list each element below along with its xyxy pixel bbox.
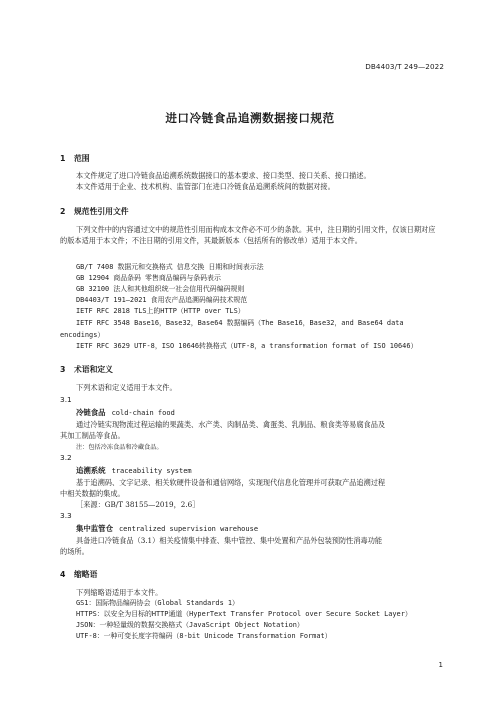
section-number: 2	[60, 207, 66, 216]
abbreviation-item: JSON：一种轻量级的数据交换格式（JavaScript Object Notation）	[76, 621, 304, 629]
section-number: 4	[60, 570, 66, 579]
page-number: 1	[438, 661, 443, 669]
term-heading	[76, 407, 175, 418]
term-source: ［来源：GB/T 38155—2019，2.6］	[76, 500, 200, 509]
term-number: 3.3	[60, 511, 72, 520]
section-1-heading	[60, 153, 90, 164]
section-number: 1	[60, 154, 66, 163]
term-heading	[76, 523, 258, 534]
paragraph: 下列术语和定义适用于本文件。	[76, 383, 177, 392]
term-definition: 中相关数据的集成。	[60, 489, 125, 498]
paragraph: 本文件适用于企业、技术机构、监管部门在进口冷链食品追溯系统间的数据对接。	[76, 182, 335, 191]
section-3-heading	[60, 364, 113, 375]
reference-item: GB 12904 商品条码 零售商品编码与条码表示	[76, 274, 221, 282]
term-zh: 追溯系统	[76, 466, 106, 475]
term-definition: 基于追溯码、文字记录、相关软硬件设备和通信网络，实现现代信息化管理并可获取产品追溯过程	[76, 478, 386, 487]
term-zh: 集中监管仓	[76, 524, 113, 533]
reference-item: DB4403/T 191—2021 食用农产品追溯码编码技术规范	[76, 296, 248, 304]
term-number: 3.1	[60, 395, 72, 404]
term-definition: 的场所。	[60, 547, 89, 556]
reference-item: GB/T 7408 数据元和交换格式 信息交换 日期和时间表示法	[76, 263, 264, 271]
document-code: DB4403/T 249—2022	[365, 62, 444, 71]
term-definition: 其加工制品等食品。	[60, 431, 125, 440]
term-definition: 通过冷链实现物流过程运输的果蔬类、水产类、肉制品类、禽蛋类、乳制品、粮食类等易腐食品及	[76, 420, 386, 429]
section-title: 规范性引用文件	[74, 207, 129, 216]
reference-item: encodings）	[60, 331, 105, 339]
reference-item: IETF RFC 3548 Base16，Base32，Base64 数据编码（The Base16，Base32，and Base64 data	[76, 319, 404, 327]
abbreviation-item: UTF-8：一种可变长度字符编码（8-bit Unicode Transformation Format）	[76, 632, 332, 640]
term-number: 3.2	[60, 453, 72, 462]
term-zh: 冷链食品	[76, 408, 106, 417]
abbreviation-item: GS1：国际物品编码协会（Global Standards 1）	[76, 599, 239, 607]
paragraph: 下列文件中的内容通过文中的规范性引用而构成本文件必不可少的条款。其中，注日期的引用文件，仅该日期对应的版本适用于本文件；不注日期的引用文件，其最新版本（包括所有的修改单）适用于本文件。	[60, 225, 436, 245]
section-number: 3	[60, 365, 66, 374]
section-title: 术语和定义	[74, 365, 113, 374]
reference-item: IETF RFC 3629 UTF-8，ISO 10646转换格式（UTF-8，a transformation format of ISO 10646）	[76, 342, 418, 350]
term-heading	[76, 465, 192, 476]
paragraph: 本文件规定了进口冷链食品追溯系统数据接口的基本要求、接口类型、接口关系、接口描述。	[76, 171, 371, 180]
section-title: 缩略语	[74, 570, 98, 579]
section-title: 范围	[74, 154, 90, 163]
reference-item: IETF RFC 2818 TLS上的HTTP（HTTP over TLS）	[76, 307, 245, 315]
abbreviation-item: HTTPS：以安全为目标的HTTP通道（HyperText Transfer Protocol over Secure Socket Layer）	[76, 610, 412, 618]
term-en: cold-chain food	[111, 409, 175, 417]
term-en: traceability system	[111, 467, 192, 475]
paragraph: 下列缩略语适用于本文件。	[76, 588, 163, 597]
section-4-heading	[60, 569, 97, 580]
term-note: 注：包括冷冻食品和冷藏食品。	[76, 444, 163, 451]
reference-item: GB 32100 法人和其他组织统一社会信用代码编码规则	[76, 285, 245, 293]
term-en: centralized supervision warehouse	[118, 525, 259, 533]
section-2-heading	[60, 206, 129, 217]
term-definition: 具备进口冷链食品（3.1）相关疫情集中排查、集中管控、集中处置和产品外包装预防性消毒功能	[76, 536, 383, 545]
document-title: 进口冷链食品追溯数据接口规范	[165, 111, 335, 125]
